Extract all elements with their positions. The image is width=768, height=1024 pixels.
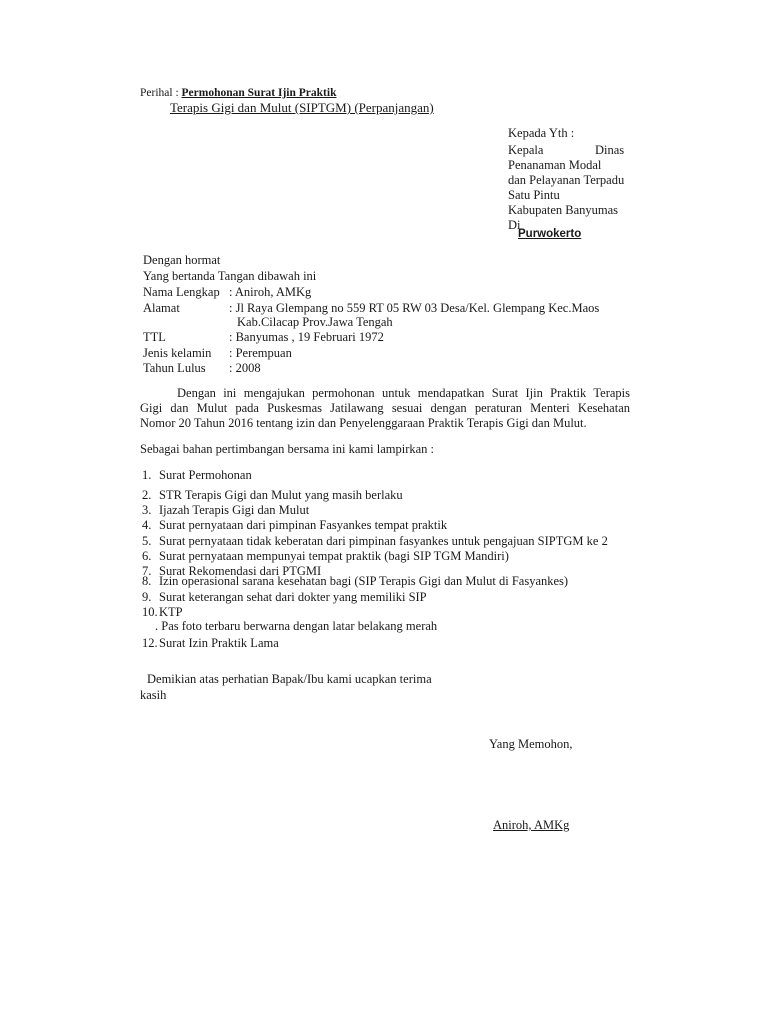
attachment-text: Surat Permohonan — [159, 468, 252, 482]
salutation: Dengan hormat — [143, 253, 221, 267]
nama-label: Nama Lengkap — [143, 285, 220, 299]
ttl-label: TTL — [143, 330, 166, 344]
attachment-text: Surat pernyataan mempunyai tempat praktik (bagi SIP TGM Mandiri) — [159, 549, 509, 563]
attachment-num: 8. — [142, 574, 152, 588]
intro-line: Yang bertanda Tangan dibawah ini — [143, 269, 317, 283]
attachments-intro: Sebagai bahan pertimbangan bersama ini kami lampirkan : — [140, 442, 435, 456]
recipient-line-6: Di — [508, 218, 521, 232]
attachment-text: Ijazah Terapis Gigi dan Mulut — [159, 503, 310, 517]
attachment-num: 1. — [142, 468, 152, 482]
attachment-num: 4. — [142, 518, 152, 532]
signer-name: Aniroh, AMKg — [493, 818, 570, 832]
attachment-text: Izin operasional sarana kesehatan bagi (SIP Terapis Gigi dan Mulut di Fasyankes) — [159, 574, 569, 588]
subject-label: Perihal : — [140, 87, 179, 99]
body-paragraph-line-1: Dengan ini mengajukan permohonan untuk mendapatkan Surat Ijin Praktik Terapis — [177, 386, 630, 400]
attachment-num: 7. — [142, 564, 152, 578]
jenis-kelamin-label: Jenis kelamin — [143, 346, 212, 360]
recipient-line-5: Kabupaten Banyumas — [508, 203, 619, 217]
attachment-num: 12. — [142, 636, 158, 650]
attachment-text: Surat Izin Praktik Lama — [159, 636, 279, 650]
closing-line-1: Demikian atas perhatian Bapak/Ibu kami ucapkan terima — [147, 672, 432, 686]
signature-label: Yang Memohon, — [489, 737, 573, 751]
tahun-lulus-label: Tahun Lulus — [143, 361, 206, 375]
attachment-num: 6. — [142, 549, 152, 563]
body-paragraph-line-3: Nomor 20 Tahun 2016 tentang izin dan Penyelenggaraan Praktik Terapis Gigi dan Mulut. — [140, 416, 587, 430]
closing-line-2: kasih — [140, 688, 167, 702]
nama-value: : Aniroh, AMKg — [229, 285, 312, 299]
recipient-line-1-left: Kepala — [508, 143, 544, 157]
recipient-line-2: Penanaman Modal — [508, 158, 602, 172]
attachment-text: KTP — [159, 605, 183, 619]
attachment-text: Surat keterangan sehat dari dokter yang memiliki SIP — [159, 590, 427, 604]
attachment-num: 10. — [142, 605, 158, 619]
subject-title: Permohonan Surat Ijin Praktik — [181, 87, 337, 99]
recipient-greeting: Kepada Yth : — [508, 126, 575, 140]
alamat-value-1: : Jl Raya Glempang no 559 RT 05 RW 03 Desa/Kel. Glempang Kec.Maos — [229, 301, 600, 315]
tahun-lulus-value: : 2008 — [229, 361, 261, 375]
recipient-city: Purwokerto — [518, 228, 582, 240]
attachment-num: 5. — [142, 534, 152, 548]
attachment-text: . Pas foto terbaru berwarna dengan latar belakang merah — [155, 619, 438, 633]
attachment-text: Surat pernyataan dari pimpinan Fasyankes tempat praktik — [159, 518, 448, 532]
document-subtitle: Terapis Gigi dan Mulut (SIPTGM) (Perpanjangan) — [170, 100, 434, 115]
attachment-num: 2. — [142, 488, 152, 502]
ttl-value: : Banyumas , 19 Februari 1972 — [229, 330, 384, 344]
subject-line — [140, 87, 336, 99]
recipient-line-4: Satu Pintu — [508, 188, 560, 202]
recipient-line-1-right: Dinas — [595, 143, 625, 157]
attachment-num: 9. — [142, 590, 152, 604]
alamat-label: Alamat — [143, 301, 180, 315]
attachment-text: Surat pernyataan tidak keberatan dari pimpinan fasyankes untuk pengajuan SIPTGM ke 2 — [159, 534, 608, 548]
body-paragraph-line-2: Gigi dan Mulut pada Puskesmas Jatilawang sesuai dengan peraturan Menteri Kesehatan — [140, 401, 630, 415]
jenis-kelamin-value: : Perempuan — [229, 346, 292, 360]
recipient-line-3: dan Pelayanan Terpadu — [508, 173, 625, 187]
attachment-text: STR Terapis Gigi dan Mulut yang masih berlaku — [159, 488, 403, 502]
attachment-num: 3. — [142, 503, 152, 517]
alamat-value-2: Kab.Cilacap Prov.Jawa Tengah — [237, 315, 393, 329]
attachment-text: Surat Rekomendasi dari PTGMI — [159, 564, 322, 578]
